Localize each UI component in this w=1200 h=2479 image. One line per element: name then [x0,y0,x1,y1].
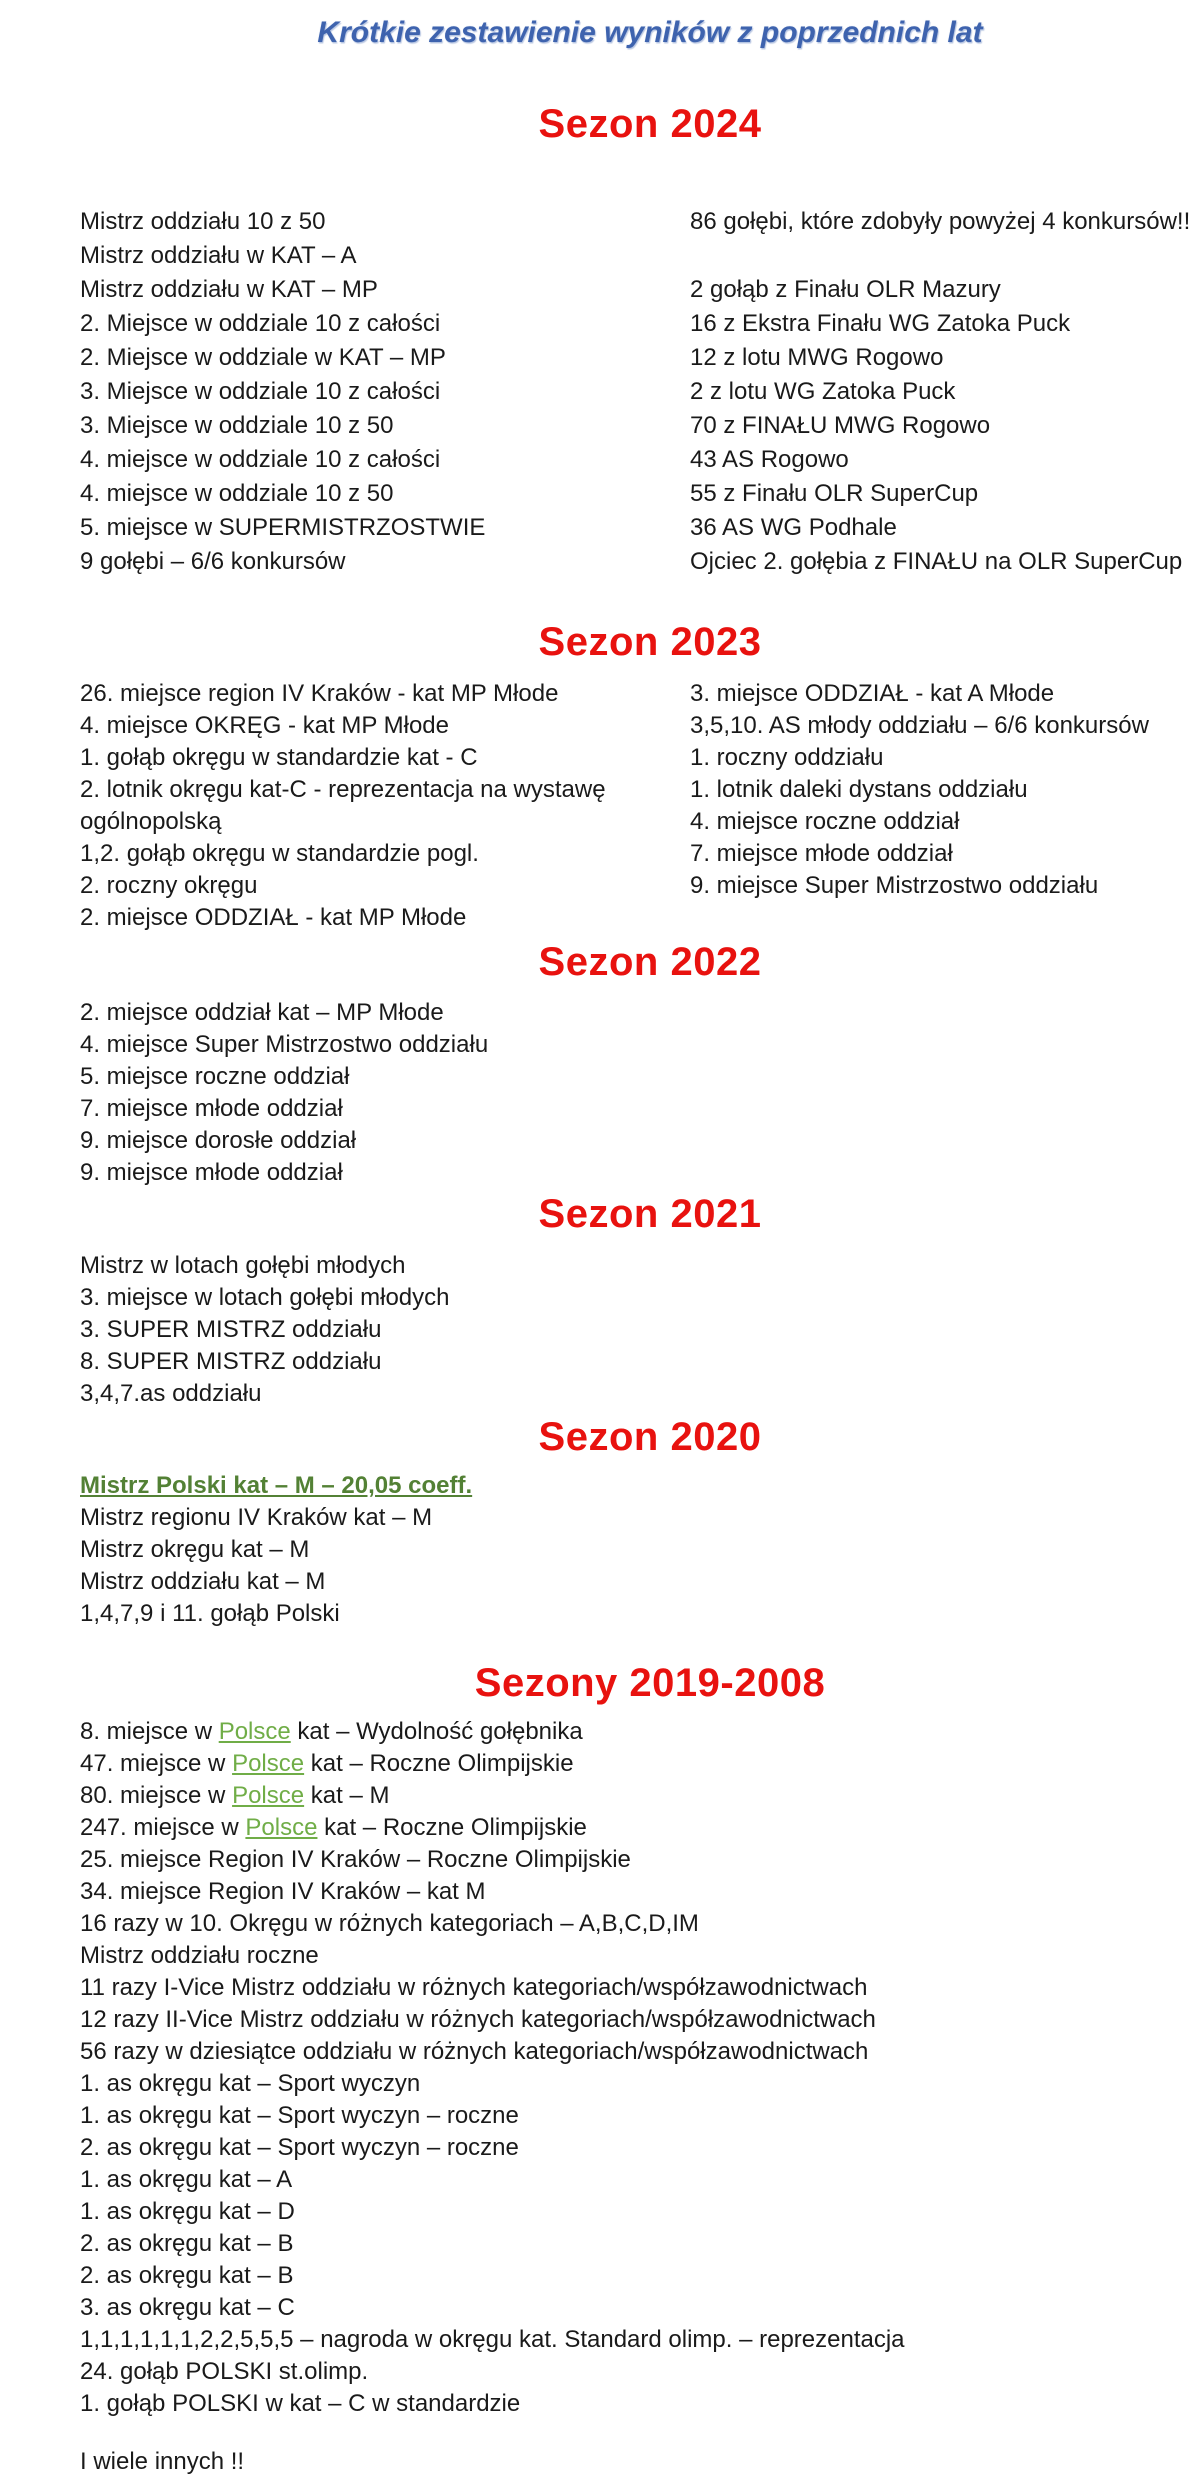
result-line: 1. as okręgu kat – A [80,2166,293,2193]
section-sezony-2019-2008 [0,1659,1200,2420]
result-line: 3. Miejsce w oddziale 10 z 50 [80,412,394,439]
result-line: Mistrz oddziału 10 z 50 [80,208,326,235]
result-line: 1. as okręgu kat – Sport wyczyn – roczne [80,2102,519,2129]
result-line: 2 gołąb z Finału OLR Mazury [690,276,1001,303]
result-line: 3,5,10. AS młody oddziału – 6/6 konkursów [690,712,1149,739]
result-line: 4. miejsce w oddziale 10 z całości [80,446,441,473]
result-line: Mistrz oddziału w KAT – MP [80,276,378,303]
result-line: Mistrz oddziału roczne [80,1942,319,1969]
result-line: 36 AS WG Podhale [690,514,897,541]
result-line: 7. miejsce młode oddział [690,840,953,867]
result-line: 1. as okręgu kat – D [80,2198,295,2225]
result-line: 1. gołąb okręgu w standardzie kat - C [80,744,478,771]
result-line-text: 8. miejsce w [80,1718,219,1745]
result-line: 4. miejsce roczne oddział [690,808,960,835]
result-line: 4. miejsce w oddziale 10 z 50 [80,480,394,507]
result-line-text: 47. miejsce w [80,1750,233,1777]
result-line: Mistrz regionu IV Kraków kat – M [80,1504,433,1531]
result-line: 34. miejsce Region IV Kraków – kat M [80,1878,486,1905]
result-line: 12 z lotu MWG Rogowo [690,344,944,371]
result-line: 1. roczny oddziału [690,744,884,771]
polsce-link[interactable]: Polsce [245,1814,318,1841]
section-sezon-2021 [0,1190,1200,1410]
result-line: 11 razy I-Vice Mistrz oddziału w różnych kategoriach/współzawodnictwach [80,1974,868,2001]
closing-note: I wiele innych !! [80,2448,245,2475]
result-line: 4. miejsce OKRĘG - kat MP Młode [80,712,449,739]
section-sezon-2022 [0,938,1200,1189]
result-line: 1,2. gołąb okręgu w standardzie pogl. [80,840,479,867]
results-columns-2024 [0,205,1200,579]
result-line: 26. miejsce region IV Kraków - kat MP Młode [80,680,559,707]
result-line: Mistrz oddziału kat – M [80,1568,326,1595]
result-line: 3,4,7.as oddziału [80,1380,262,1407]
season-heading-2022: Sezon 2022 [538,940,762,984]
result-line: 2. lotnik okręgu kat-C - reprezentacja na wystawę ogólnopolską [80,776,606,835]
champion-line: Mistrz Polski kat – M – 20,05 coeff. [80,1472,473,1499]
results-column-left-2023 [80,678,690,934]
result-line [690,239,1200,273]
polsce-link[interactable]: Polsce [232,1750,305,1777]
result-line: Mistrz w lotach gołębi młodych [80,1252,406,1279]
result-line-text: 80. miejsce w [80,1782,233,1809]
result-line: Mistrz oddziału w KAT – A [80,242,357,269]
result-line: 3. Miejsce w oddziale 10 z całości [80,378,441,405]
result-line: Ojciec 2. gołębia z FINAŁU na OLR SuperCup [690,548,1183,575]
polsce-link[interactable]: Polsce [232,1782,305,1809]
result-line: 1. lotnik daleki dystans oddziału [690,776,1028,803]
result-line: Mistrz okręgu kat – M [80,1536,310,1563]
result-line: 16 razy w 10. Okręgu w różnych kategoriach – A,B,C,D,IM [80,1910,699,1937]
result-line [80,1748,1200,1780]
result-line: 8. SUPER MISTRZ oddziału [80,1348,382,1375]
result-line: 9 gołębi – 6/6 konkursów [80,548,346,575]
season-heading-2024: Sezon 2024 [538,102,762,146]
result-line: 2. Miejsce w oddziale 10 z całości [80,310,441,337]
result-line-text: 247. miejsce w [80,1814,246,1841]
result-line [80,1780,1200,1812]
results-column-right-2023 [690,678,1200,934]
season-heading-2021: Sezon 2021 [538,1192,762,1236]
result-line: 2. roczny okręgu [80,872,258,899]
result-line: 7. miejsce młode oddział [80,1095,343,1122]
results-list-2019-2008 [0,1716,1200,2420]
season-heading-2020: Sezon 2020 [538,1415,762,1459]
result-line [80,1716,1200,1748]
result-line-text: kat – Roczne Olimpijskie [304,1750,574,1777]
results-column-right-2024 [690,205,1200,579]
result-line: 4. miejsce Super Mistrzostwo oddziału [80,1031,489,1058]
result-line: 2. Miejsce w oddziale w KAT – MP [80,344,446,371]
results-list-2022 [0,997,1200,1189]
results-list-2021 [0,1250,1200,1410]
result-line: 12 razy II-Vice Mistrz oddziału w różnych kategoriach/współzawodnictwach [80,2006,876,2033]
section-sezon-2024 [0,100,1200,579]
results-column-left-2024 [80,205,690,579]
result-line: 2. as okręgu kat – B [80,2262,294,2289]
title-band [100,15,1200,51]
season-heading-2023: Sezon 2023 [538,620,762,664]
result-line [80,1812,1200,1844]
result-line: 86 gołębi, które zdobyły powyżej 4 konkursów!! [690,208,1191,235]
result-line: 25. miejsce Region IV Kraków – Roczne Olimpijskie [80,1846,631,1873]
result-line: 2 z lotu WG Zatoka Puck [690,378,956,405]
result-line: 3. miejsce w lotach gołębi młodych [80,1284,450,1311]
season-heading-2019-2008: Sezony 2019-2008 [474,1661,826,1705]
result-line: 2. miejsce ODDZIAŁ - kat MP Młode [80,904,467,931]
result-line: 9. miejsce Super Mistrzostwo oddziału [690,872,1099,899]
result-line: 43 AS Rogowo [690,446,849,473]
result-line: 2. as okręgu kat – Sport wyczyn – roczne [80,2134,519,2161]
result-line: 24. gołąb POLSKI st.olimp. [80,2358,369,2385]
result-line: 2. as okręgu kat – B [80,2230,294,2257]
result-line: 55 z Finału OLR SuperCup [690,480,979,507]
result-line: 2. miejsce oddział kat – MP Młode [80,999,444,1026]
result-line-text: kat – Roczne Olimpijskie [317,1814,587,1841]
result-line-text: kat – M [304,1782,390,1809]
section-sezon-2023 [0,618,1200,934]
results-columns-2023 [0,678,1200,934]
result-line: 1. as okręgu kat – Sport wyczyn [80,2070,421,2097]
result-line-text: kat – Wydolność gołębnika [290,1718,583,1745]
result-line: 9. miejsce młode oddział [80,1159,343,1186]
results-list-2020 [0,1470,1200,1630]
result-line: 1,1,1,1,1,1,2,2,5,5,5 – nagroda w okręgu kat. Standard olimp. – reprezentacja [80,2326,905,2353]
result-line: 70 z FINAŁU MWG Rogowo [690,412,991,439]
result-line: 1. gołąb POLSKI w kat – C w standardzie [80,2390,521,2417]
result-line: 3. miejsce ODDZIAŁ - kat A Młode [690,680,1055,707]
result-line: 1,4,7,9 i 11. gołąb Polski [80,1600,340,1627]
result-line: 3. SUPER MISTRZ oddziału [80,1316,382,1343]
result-line: 9. miejsce dorosłe oddział [80,1127,357,1154]
result-line: 16 z Ekstra Finału WG Zatoka Puck [690,310,1071,337]
result-line: 56 razy w dziesiątce oddziału w różnych kategoriach/współzawodnictwach [80,2038,869,2065]
result-line: 5. miejsce w SUPERMISTRZOSTWIE [80,514,486,541]
polsce-link[interactable]: Polsce [218,1718,291,1745]
section-sezon-2020 [0,1413,1200,1630]
page-title: Krótkie zestawienie wyników z poprzednich lat [317,16,983,49]
result-line: 5. miejsce roczne oddział [80,1063,350,1090]
result-line: 3. as okręgu kat – C [80,2294,295,2321]
